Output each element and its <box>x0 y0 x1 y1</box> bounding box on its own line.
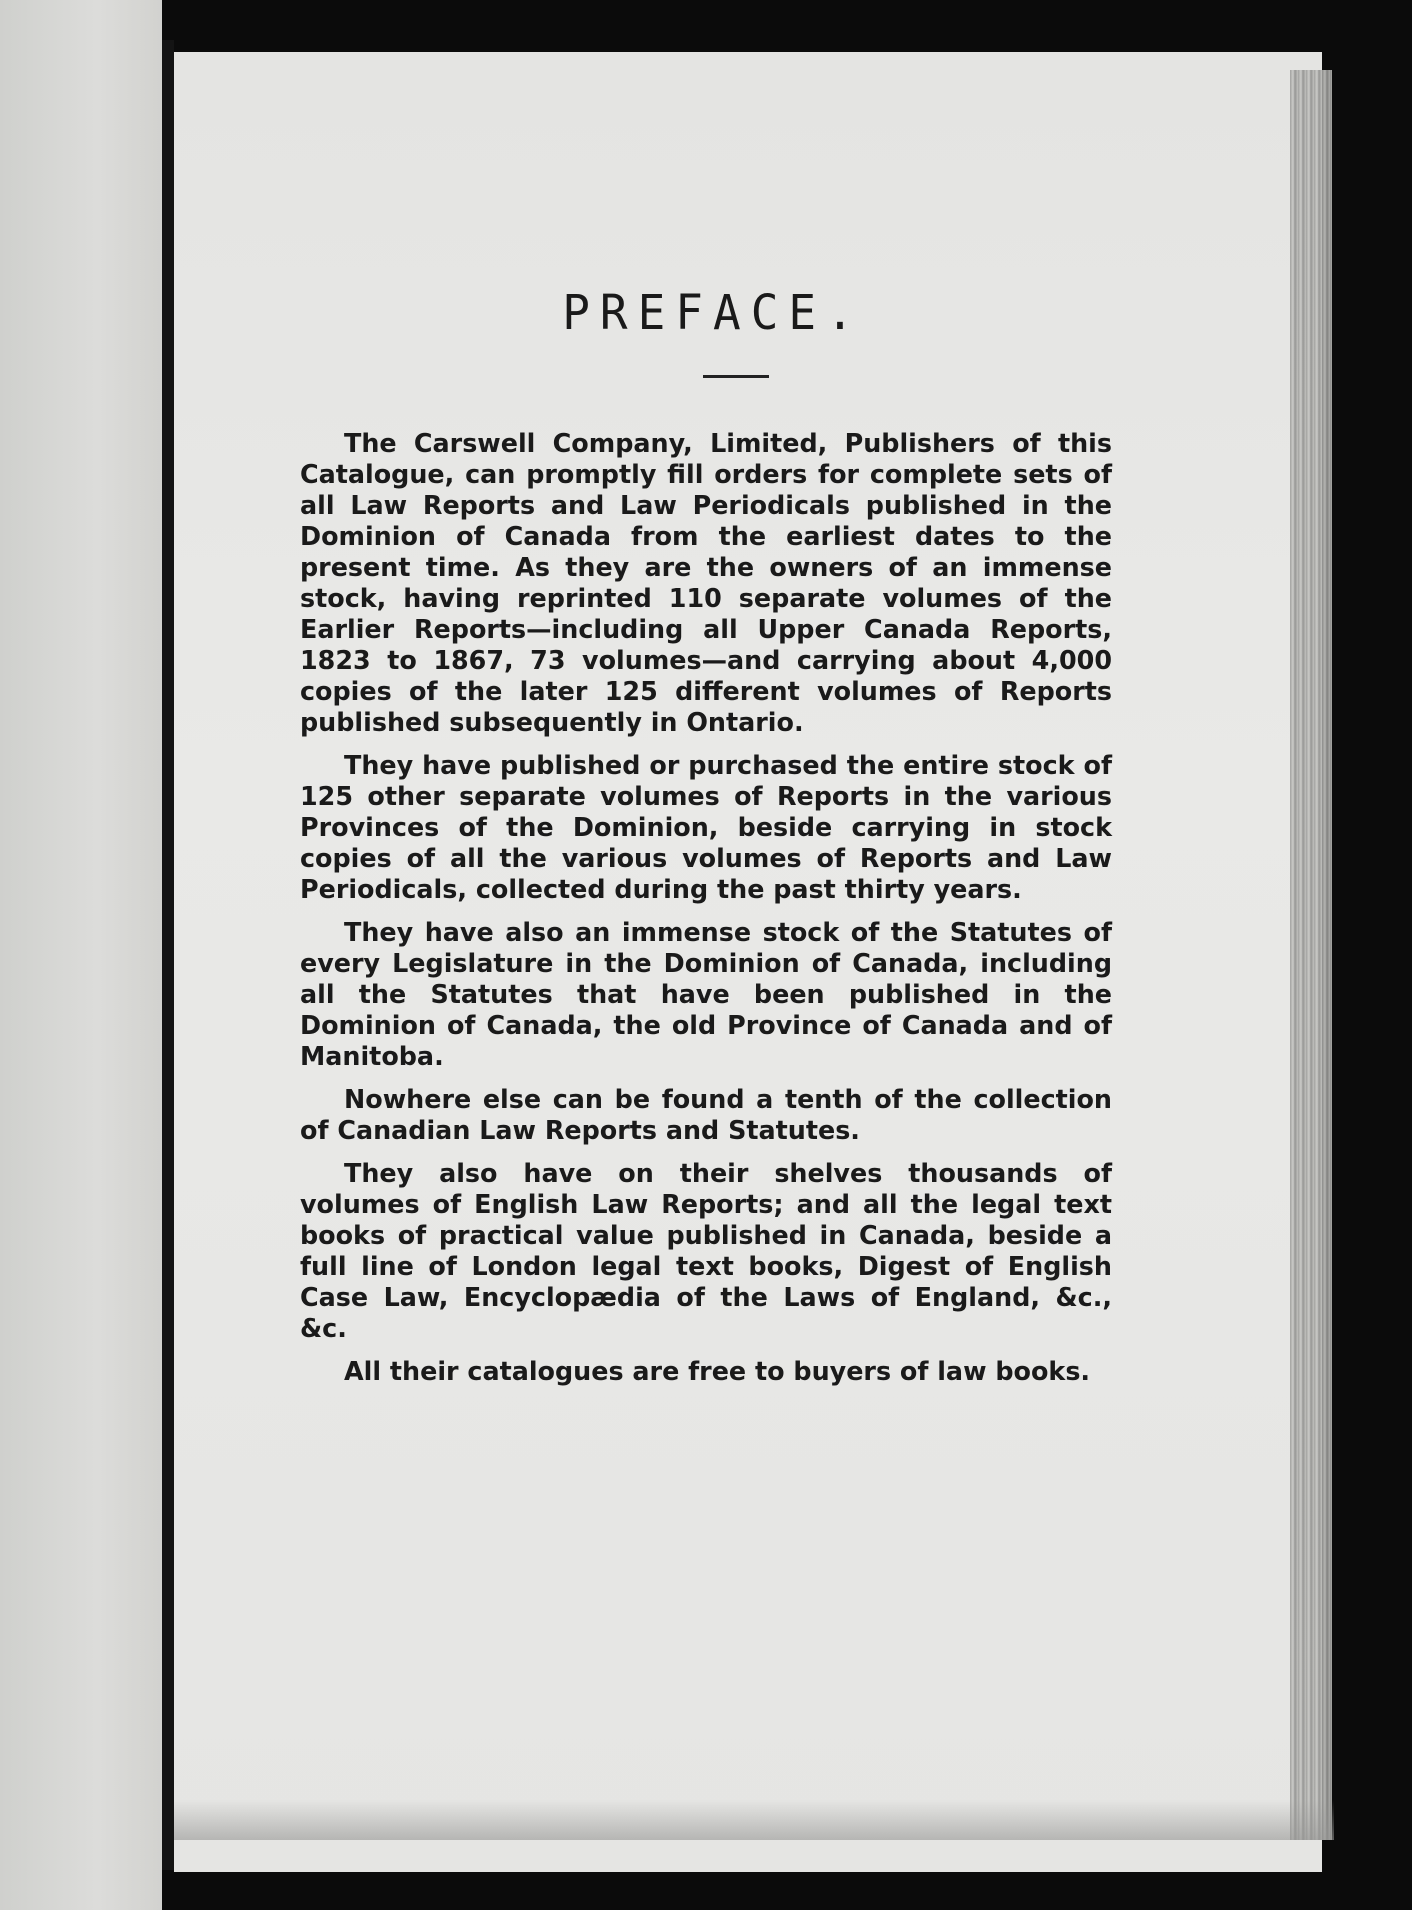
title-rule <box>703 375 769 378</box>
page-title: PREFACE. <box>562 283 864 341</box>
facing-page-edge <box>0 0 162 1910</box>
paragraph-2: They have published or purchased the entire stock of 125 other separate volumes of Reports in the various Provinces of the Dominion, beside carrying in stock copies of all the various volumes of Reports and Law Periodicals, collected during the past thirty years. <box>300 750 1112 904</box>
page-bottom-shadow <box>174 1800 1334 1840</box>
paragraph-6: All their catalogues are free to buyers of law books. <box>344 1356 1091 1386</box>
paragraph-1: The Carswell Company, Limited, Publishers of this Catalogue, can promptly fill orders for complete sets of all Law Reports and Law Periodicals published in the Dominion of Canada from the earliest dates to the present time. As they are the owners of an immense stock, having reprinted 110 separate volumes of the Earlier Reports—including all Upper Canada Reports, 1823 to 1867, 73 volumes—and carrying about 4,000 copies of the later 125 different volumes of Reports published subsequently in Ontario. <box>300 428 1112 737</box>
paragraph-4: Nowhere else can be found a tenth of the collection of Canadian Law Reports and Statutes. <box>300 1084 1112 1145</box>
paragraph-5: They also have on their shelves thousands of volumes of English Law Reports; and all the legal text books of practical value published in Canada, beside a full line of London legal text books, Digest of English Case Law, Encyclopædia of the Laws of England, &c., &c. <box>300 1158 1112 1343</box>
page-stack-edge <box>1290 70 1332 1840</box>
book-spine-shadow <box>162 40 174 1870</box>
paragraph-3: They have also an immense stock of the Statutes of every Legislature in the Dominion of Canada, including all the Statutes that have been published in the Dominion of Canada, the old Province of Canada and of Manitoba. <box>300 917 1112 1071</box>
preface-content <box>300 285 1112 1399</box>
